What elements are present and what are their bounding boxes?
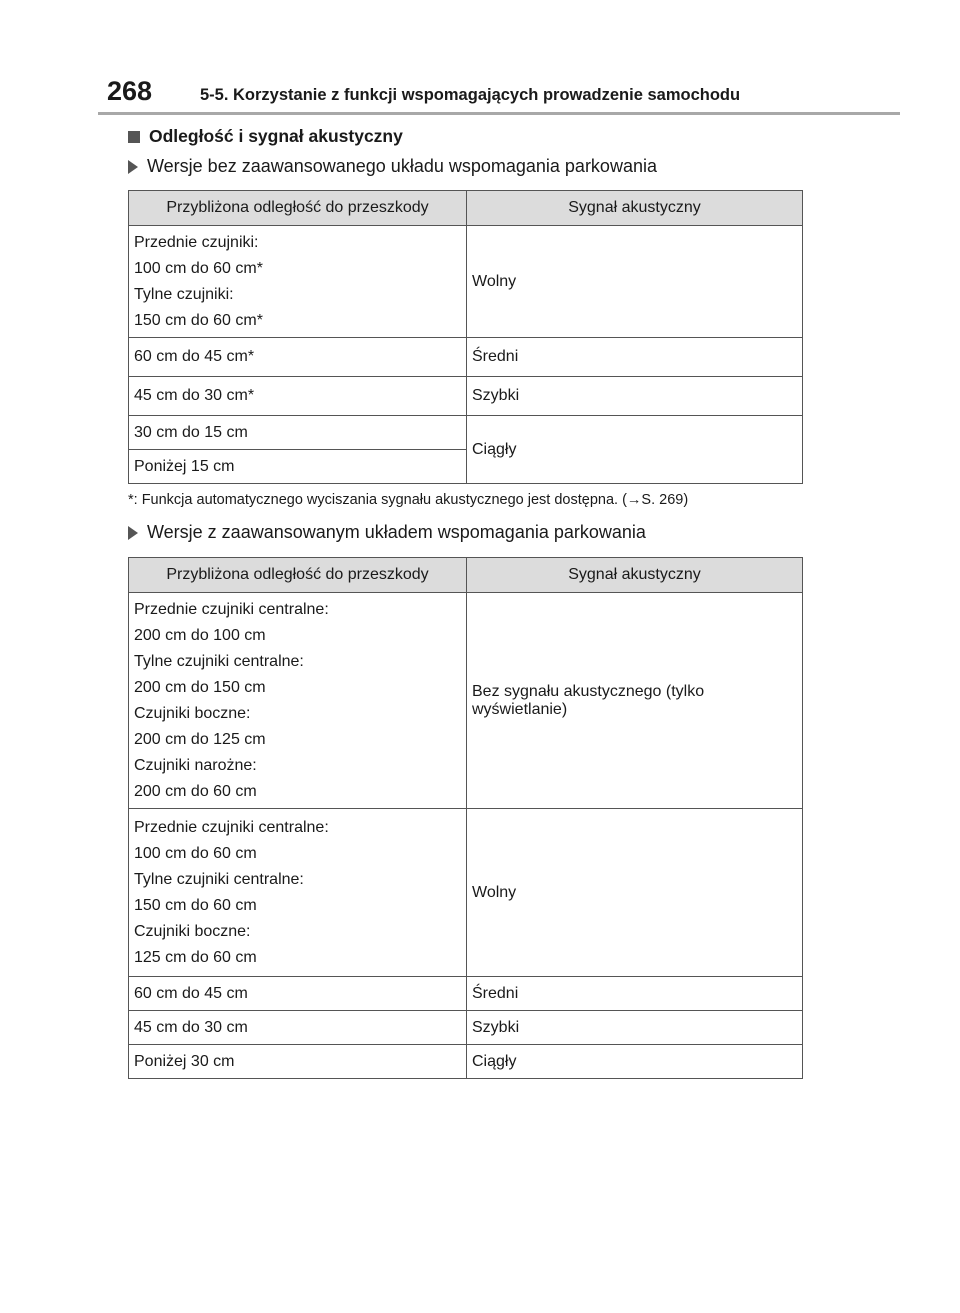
signal-cell: Wolny (467, 226, 803, 338)
distance-cell (129, 593, 467, 809)
cell-line: Przednie czujniki centralne: (134, 600, 329, 618)
section-heading-text: Odległość i sygnał akustyczny (149, 126, 403, 146)
cell-line: 200 cm do 100 cm (134, 626, 266, 644)
signal-cell: Bez sygnału akustycznego (tylko wyświetlanie) (467, 593, 803, 809)
table-row (129, 1011, 803, 1045)
table-header-row (129, 191, 803, 226)
signal-cell: Ciągły (467, 416, 803, 484)
table-row (129, 226, 803, 338)
signal-cell: Średni (467, 977, 803, 1011)
cell-line: Tylne czujniki centralne: (134, 870, 304, 888)
table-row (129, 1045, 803, 1079)
cell-line: 200 cm do 60 cm (134, 782, 257, 800)
signal-cell: Średni (467, 338, 803, 377)
cell-line: Tylne czujniki centralne: (134, 652, 304, 670)
cell-line: Czujniki boczne: (134, 922, 251, 940)
signal-cell: Szybki (467, 377, 803, 416)
table-row (129, 377, 803, 416)
table-header-row (129, 558, 803, 593)
cell-line: 100 cm do 60 cm* (134, 259, 263, 277)
cell-line: Czujniki boczne: (134, 704, 251, 722)
cell-line: Tylne czujniki: (134, 285, 234, 303)
table-row (129, 809, 803, 977)
square-bullet-icon (128, 131, 140, 143)
cell-line: 150 cm do 60 cm* (134, 311, 263, 329)
cell-line: 100 cm do 60 cm (134, 844, 257, 862)
cell-line: Czujniki narożne: (134, 756, 257, 774)
distance-cell: 45 cm do 30 cm* (129, 377, 467, 416)
distance-cell: 60 cm do 45 cm* (129, 338, 467, 377)
table2-subheading-text: Wersje z zaawansowanym układem wspomagania parkowania (147, 522, 646, 542)
cell-line: Przednie czujniki: (134, 233, 259, 251)
table1-subheading (128, 156, 657, 177)
column-header-signal: Sygnał akustyczny (467, 558, 803, 593)
distance-cell (129, 226, 467, 338)
signal-cell: Szybki (467, 1011, 803, 1045)
signal-cell: Wolny (467, 809, 803, 977)
distance-cell: Poniżej 15 cm (129, 450, 467, 484)
table-row (129, 416, 803, 450)
column-header-signal: Sygnał akustyczny (467, 191, 803, 226)
cell-line: 125 cm do 60 cm (134, 948, 257, 966)
distance-cell: 60 cm do 45 cm (129, 977, 467, 1011)
table-row (129, 338, 803, 377)
table-advanced-parking-assist (128, 557, 803, 1079)
cell-line: 200 cm do 125 cm (134, 730, 266, 748)
distance-cell (129, 809, 467, 977)
triangle-bullet-icon (128, 526, 138, 540)
cell-line: Przednie czujniki centralne: (134, 818, 329, 836)
cell-line: 150 cm do 60 cm (134, 896, 257, 914)
table-basic-parking-assist (128, 190, 803, 484)
footnote: *: Funkcja automatycznego wyciszania sygnału akustycznego jest dostępna. (→S. 269) (128, 492, 689, 508)
table2-subheading (128, 522, 646, 543)
section-heading (128, 126, 403, 147)
running-header: 5-5. Korzystanie z funkcji wspomagających prowadzenie samochodu (200, 86, 741, 104)
table-row (129, 977, 803, 1011)
table-row (129, 593, 803, 809)
table1-subheading-text: Wersje bez zaawansowanego układu wspomagania parkowania (147, 156, 657, 176)
triangle-bullet-icon (128, 160, 138, 174)
signal-cell: Ciągły (467, 1045, 803, 1079)
distance-cell: 30 cm do 15 cm (129, 416, 467, 450)
cell-line: 200 cm do 150 cm (134, 678, 266, 696)
column-header-distance: Przybliżona odległość do przeszkody (129, 191, 467, 226)
distance-cell: 45 cm do 30 cm (129, 1011, 467, 1045)
column-header-distance: Przybliżona odległość do przeszkody (129, 558, 467, 593)
header-divider (98, 112, 900, 115)
distance-cell: Poniżej 30 cm (129, 1045, 467, 1079)
page-number: 268 (107, 76, 153, 106)
